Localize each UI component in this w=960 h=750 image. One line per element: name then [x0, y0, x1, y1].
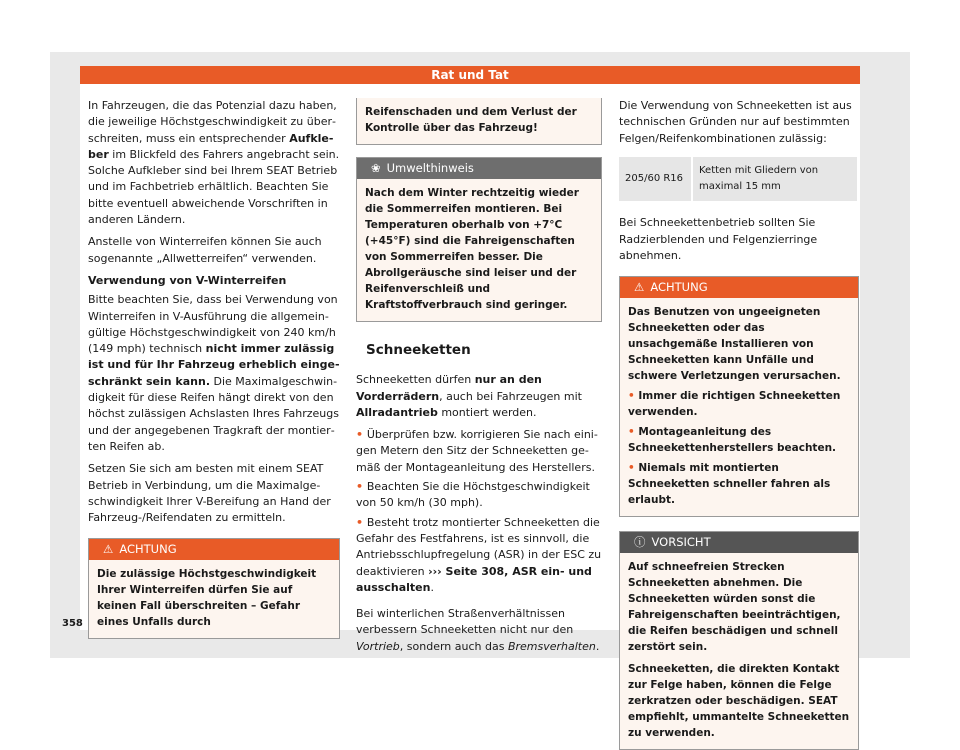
- paragraph-front-wheels: Schneeketten dürfen nur an den Vorderrädern, auch bei Fahrzeugen mit Allradantrieb montiert werden.: [356, 373, 582, 419]
- paragraph-speed-sticker: In Fahrzeugen, die das Potenzial dazu haben, die jeweilige Höchstgeschwindigkeit zu überschreiten, muss ein entsprechender Aufkleber im Blickfeld des Fahrers angebracht sein. Solche Aufkleber sind bei Ihrem SEAT Betrieb und im Fachbetrieb erhältlich. Beachten Sie bitte eventuell abweichende Vorschriften in anderen Ländern.: [88, 99, 340, 227]
- environment-note-text: Nach dem Winter rechtzeitig wieder die Sommerreifen montieren. Bei Temperaturen oberhalb von +7°C (+45°F) sind die Fahreigenschaften von Sommerreifen besser. Die Abrollgeräusche sind leiser und der Reifenverschleiß und Kraftstoffverbrauch sind geringer.: [357, 179, 601, 321]
- snow-chain-bullets: [356, 427, 602, 596]
- column-right: [619, 98, 859, 750]
- list-item: • Besteht trotz montierter Schneeketten die Gefahr des Festfahrens, ist es sinnvoll, die Antriebsschlupfregelung (ASR) in der ESC zu deaktivieren ››› Seite 308, ASR ein- und ausschalten.: [356, 515, 602, 596]
- caution-header: ⓘ VORSICHT: [620, 532, 858, 553]
- list-item: Schneeketten, die direkten Kontakt zur Felge haben, können die Felge zerkratzen oder beschädigen. SEAT empfiehlt, ummantelte Schneeketten zu verwenden.: [628, 663, 850, 740]
- list-item: • Niemals mit montierten Schneeketten schneller fahren als erlaubt.: [628, 460, 850, 508]
- list-item: • Montageanleitung des Schneekettenherstellers beachten.: [628, 424, 850, 456]
- environment-note-box: [356, 157, 602, 322]
- caution-text: [620, 553, 858, 749]
- paragraph-allweather: Anstelle von Winterreifen können Sie auch sogenannte „Allwetterreifen“ verwenden.: [88, 235, 322, 265]
- table-cell-size: 205/60 R16: [619, 157, 692, 202]
- list-item: • Beachten Sie die Höchstgeschwindigkeit von 50 km/h (30 mph).: [356, 479, 602, 512]
- list-item: Auf schneefreien Strecken Schneeketten abnehmen. Die Schneeketten würden sonst die Fahreigenschaften beeinträchtigen, die Reifen beschädigen und schnell zerstört sein.: [628, 561, 841, 654]
- table-cell-description: Ketten mit Gliedern von maximal 15 mm: [692, 157, 857, 202]
- warning-header: ⚠ ACHTUNG: [620, 277, 858, 298]
- paragraph-contact-dealer: Setzen Sie sich am besten mit einem SEAT Betrieb in Verbindung, um die Maximalgeschwindigkeit Ihrer V-Bereifung an Hand der Fahrzeug-/Reifendaten zu ermitteln.: [88, 462, 331, 525]
- caution-box: [619, 531, 859, 750]
- warning-header: ⚠ ACHTUNG: [89, 539, 339, 560]
- list-item: • Immer die richtigen Schneeketten verwenden.: [628, 388, 850, 420]
- warning-text: Die zulässige Höchstgeschwindigkeit Ihrer Winterreifen dürfen Sie auf keinen Fall überschreiten – Gefahr eines Unfalls durch: [89, 560, 339, 638]
- cross-reference-link[interactable]: ››› Seite 308, ASR ein- und ausschalten: [356, 564, 592, 594]
- paragraph-winter-conditions: Bei winterlichen Straßenverhältnissen verbessern Schneeketten nicht nur den Vortrieb, sondern auch das Bremsverhalten.: [356, 607, 600, 653]
- chapter-header: Rat und Tat: [80, 66, 860, 84]
- paragraph-remove-hubcaps: Bei Schneekettenbetrieb sollten Sie Radzierblenden und Felgenzierringe abnehmen.: [619, 216, 818, 263]
- subheading-v-tires: Verwendung von V-Winterreifen: [88, 273, 287, 287]
- table-row: [619, 157, 857, 202]
- page-number: 358: [62, 618, 83, 629]
- warning-triangle-icon: ⚠: [634, 280, 645, 295]
- environment-note-header: ❀ Umwelthinweis: [357, 158, 601, 179]
- column-left: [88, 98, 340, 639]
- list-item: • Überprüfen bzw. korrigieren Sie nach einigen Metern den Sitz der Schneeketten gemäß der Montageanleitung des Herstellers.: [356, 427, 602, 476]
- paragraph-v-tires: Bitte beachten Sie, dass bei Verwendung von Winterreifen in V-Ausführung die allgemeingültige Höchstgeschwindigkeit von 240 km/h (149 mph) technisch nicht immer zulässig ist und für Ihr Fahrzeug erheblich eingeschränkt sein kann. Die Maximalgeschwindigkeit für diese Reifen hängt direkt von den höchst zulässigen Achslasten Ihres Fahrzeugs und der angegebenen Tragkraft der montierten Reifen ab.: [88, 293, 340, 453]
- warning-continued-text: Reifenschaden und dem Verlust der Kontrolle über das Fahrzeug!: [357, 98, 601, 144]
- warning-box-continued: [356, 98, 602, 145]
- warning-text: Das Benutzen von ungeeigneten Schneeketten oder das unsachgemäße Installieren von Schneeketten kann Unfälle und schwere Verletzungen verursachen. • Immer die richtigen Schneeketten verwenden. • Montageanleitung des Schneekettenherstellers beachten. • Niemals mit montierten Schneeketten schneller fahren als erlaubt.: [620, 298, 858, 516]
- warning-box-speed: [88, 538, 340, 639]
- column-middle: [356, 98, 602, 661]
- leaf-icon: ❀: [371, 161, 381, 175]
- warning-triangle-icon: ⚠: [103, 542, 114, 557]
- info-circle-icon: ⓘ: [634, 535, 646, 550]
- section-title-snow-chains: Schneeketten: [366, 342, 471, 358]
- paragraph-allowed-combinations: Die Verwendung von Schneeketten ist aus technischen Gründen nur auf bestimmten Felgen/Reifenkombinationen zulässig:: [619, 99, 852, 145]
- tire-chain-table: [619, 157, 857, 202]
- warning-box-chains: [619, 276, 859, 517]
